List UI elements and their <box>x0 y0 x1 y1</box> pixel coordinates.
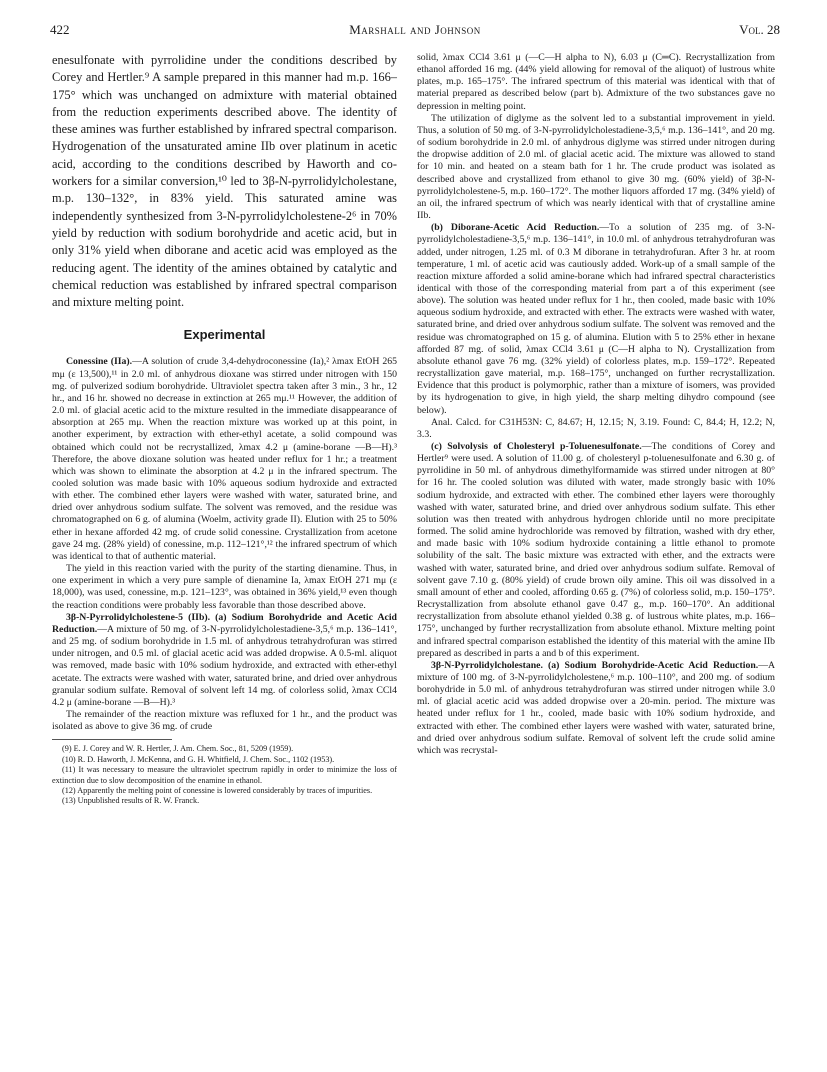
iib-paragraph <box>52 612 397 709</box>
footnote-divider <box>52 739 172 740</box>
diborane-title: (b) Diborane-Acetic Acid Reduction. <box>431 222 600 234</box>
cholestane-title: 3β-N-Pyrrolidylcholestane. (a) Sodium Borohydride-Acetic Acid Reduction. <box>431 659 759 671</box>
remainder-paragraph: The remainder of the reaction mixture was refluxed for 1 hr., and the product was isolated as above to give 36 mg. of crude <box>52 708 397 733</box>
solvolysis-paragraph <box>417 441 775 660</box>
diborane-paragraph <box>417 222 775 417</box>
yield-paragraph: The yield in this reaction varied with the purity of the starting dienamine. Thus, in one experiment in which a very pure sample of dienamine Ia, λmax EtOH 271 mμ (ε 18,000), was used, conessine, m.p. 121–123°, was obtained in 36% yield,¹³ even though the reaction conditions were probably less favorable than those described above. <box>52 563 397 611</box>
analysis-paragraph: Anal. Calcd. for C31H53N: C, 84.67; H, 12.15; N, 3.19. Found: C, 84.4; H, 12.2; N, 3.3. <box>417 416 775 440</box>
iib-title: 3β-N-Pyrrolidylcholestene-5 (IIb). (a) Sodium Borohydride and Acetic Acid Reduction. <box>52 611 397 635</box>
volume-label: Vol. 28 <box>739 22 780 37</box>
footnote: (10) R. D. Haworth, J. McKenna, and G. H. Whitfield, J. Chem. Soc., 1102 (1953). <box>62 754 335 764</box>
cholestane-paragraph <box>417 660 775 757</box>
cholestane-text: —A mixture of 100 mg. of 3-N-pyrrolidylcholestene,⁶ m.p. 100–110°, and 200 mg. of sodium borohydride in 5.0 ml. of anhydrous tetrahydrofuran was stirred under nitrogen while 3.0 ml. of glacial acetic acid was added dropwise over a 20-min. period. The mixture was heated under reflux for 1 hr., cooled, made basic with 10% sodium hydroxide, and extracted with ether. The combined ether layers were washed with water, saturated brine, and dried over anhydrous sodium sulfate. Removal of solvent left the crude solid amine which was recrystal- <box>417 659 775 756</box>
page-header <box>50 22 780 42</box>
running-title: Marshall and Johnson <box>349 22 481 37</box>
footnote: (13) Unpublished results of R. W. Franck. <box>62 796 200 806</box>
solid-paragraph: solid, λmax CCl4 3.61 μ (—C—H alpha to N), 6.03 μ (C═C). Recrystallization from ethanol afforded 16 mg. (44% yield allowing for removal of the aliquot) of lustrous white plates, m.p. 165–175°. The infrared spectrum of this material was identical with that of material prepared as described below (part b). Admixture of the two substances gave no depression in melting point. <box>417 52 775 112</box>
footnote: (12) Apparently the melting point of conessine is lowered considerably by traces of impurities. <box>62 785 373 795</box>
solvolysis-title: (c) Solvolysis of Cholesteryl p-Toluenesulfonate. <box>431 441 642 452</box>
conessine-text: —A solution of crude 3,4-dehydroconessine (Ia),² λmax EtOH 265 mμ (ε 13,500),¹¹ in 2.0 ml. of anhydrous dioxane was stirred under nitrogen with 150 mg. of pulverized sodium borohydride. Ultraviolet spectra taken after 3 min., 3 hr., 12 hr., and 16 hr. showed no decrease in extinction at 265 mμ.¹¹ However, the addition of 2.0 ml. of glacial acetic acid to the mixture resulted in the immediate disappearance of absorption at 265 mμ. When the reaction mixture was worked up at this point, in another experiment, by extraction with ether-ethyl acetate, a solid compound was obtained which could not be recrystallized, λmax 4.2 μ (amine-borane —B—H).³ Therefore, the above dioxane solution was heated under reflux for 1 hr.; a treatment which was shown to eliminate the absorption at 4.2 μ in the infrared spectrum. The cooled solution was made basic with 10% aqueous sodium hydroxide and extracted with ether. The combined ether layers were washed with water, saturated brine, and dried over anhydrous sodium sulfate. The solvent was removed, and the residue was chromatographed on 6 g. of alumina (Woelm, activity grade II). Elution with 25 to 50% ether in hexane afforded 42 mg. of crude solid conessine. Crystallization from acetone gave 24 mg. (28% yield) of conessine, m.p. 112–121°,¹² the infrared spectrum of which was identical to that of authentic material. <box>52 356 397 562</box>
section-heading: Experimental <box>183 327 266 343</box>
diborane-text: —To a solution of 235 mg. of 3-N-pyrrolidylcholestadiene-3,5,⁶ m.p. 136–141°, in 10.0 ml. of anhydrous tetrahydrofuran was added, under nitrogen, 1.25 ml. of 0.3 M diborane in tetrahydrofuran. After 3 hr. at room temperature, 1 ml. of acetic acid was cautiously added. Work-up of a small sample of the reaction mixture afforded a solid amine-borane which had infrared spectral characteristics identical with those of the corresponding material from part a of this experiment (see above). The solution was heated under reflux for 1 hr., then cooled, made basic with 10% aqueous sodium hydroxide, and extracted with ether. The extracts were washed with water, saturated brine, and dried over anhydrous sodium sulfate. The solvent was removed and the residue was chromatographed on 15 g. of alumina. Elution with 5 to 25% ether in hexane afforded 87 mg. of solid, λmax CCl4 3.61 μ (C—H alpha to N). Crystallization from absolute ethanol gave 76 mg. (32% yield) of colorless plates, m.p. 159–172°. Repeated recrystallization gave material, m.p. 168–175°, unchanged on further recrystallization. Evidence that this product is polymorphic, rather than a mixture of isomers, was provided by its hydrogenation to give, in high yield, the sharp melting dihydro compound (see below). <box>417 222 775 416</box>
intro-paragraph: enesulfonate with pyrrolidine under the conditions described by Corey and Hertler.⁹ A sample prepared in this manner had m.p. 166–175° which was unchanged on admixture with material obtained from the reduction experiments described above. The identity of these amines was further established by infrared spectral comparison. Hydrogenation of the unsaturated amine IIb over platinum in acetic acid, according to the conditions described by Haworth and co-workers for a similar conversion,¹⁰ led to 3β-N-pyrrolidylcholestane, m.p. 130–132°, in 83% yield. This saturated amine was independently synthesized from 3-N-pyrrolidylcholestene-2⁶ in 70% yield by reduction with sodium borohydride and acetic acid, but in only 31% yield when diborane and acetic acid was employed as the reducing agent. The identity of the amines obtained by catalytic and chemical reduction was established by infrared spectral comparison and mixture melting point. <box>52 53 397 310</box>
left-column <box>52 52 397 807</box>
right-column <box>417 52 775 757</box>
conessine-paragraph <box>52 356 397 563</box>
iib-text: —A mixture of 50 mg. of 3-N-pyrrolidylcholestadiene-3,5,⁶ m.p. 136–141°, and 25 mg. of sodium borohydride in 1.5 ml. of anhydrous tetrahydrofuran was stirred under nitrogen, and 0.5 ml. of glacial acetic acid was added dropwise. A 0.5-ml. aliquot was removed, made basic with 10% sodium hydroxide, and extracted with ether-ethyl acetate. The extracts were washed with water, saturated brine, and dried over anhydrous granular sodium sulfate. Removal of solvent left 14 mg. of colorless solid, λmax CCl4 4.2 μ (amine-borane —B—H).³ <box>52 623 397 708</box>
footnote: (11) It was necessary to measure the ultraviolet spectrum rapidly in order to minimize the loss of extinction due to slow decomposition of the enamine in ethanol. <box>52 765 397 785</box>
solvolysis-text: —The conditions of Corey and Hertler⁹ were used. A solution of 11.00 g. of cholesteryl p-toluenesulfonate and 6.30 g. of pyrrolidine in 50 ml. of anhydrous dimethylformamide was stirred under nitrogen at 80° for 16 hr. The cooled solution was diluted with water, made strongly basic with 10% sodium hydroxide, and extracted with ether. The combined ether layers were thoroughly washed with water, saturated brine, and dried over anhydrous sodium sulfate. This ether solution was then treated with anhydrous hydrogen chloride until no more precipitate formed. The solid amine hydrochloride was removed by filtration, washed with dry ether, and made basic with 10% sodium hydroxide containing a little ethanol to promote solubility of the salt. The basic mixture was extracted with ether, and the extracts were washed with water, saturated brine, and dried over anhydrous sodium sulfate. Removal of solvent gave 7.10 g. (80% yield) of crude brown oily amine. This oil was dissolved in a small amount of ether and cooled, affording 0.65 g. (7%) of colorless solid, m.p. 150–175°. Recrystallization from absolute ethanol gave 0.47 g., m.p. 160–170°. An additional recrystallization from absolute ethanol yielded 0.38 g. of lustrous white plates, m.p. 166–175°, unchanged by further recrystallization from absolute ethanol. Mixture melting point and infrared spectral comparison established the identity of this material with the amine IIb prepared as described in parts a and b of this experiment. <box>417 441 775 659</box>
page-number: 422 <box>50 22 70 37</box>
footnote: (9) E. J. Corey and W. R. Hertler, J. Am. Chem. Soc., 81, 5209 (1959). <box>62 744 294 754</box>
conessine-title: Conessine (IIa). <box>66 356 133 368</box>
diglyme-paragraph: The utilization of diglyme as the solvent led to a substantial improvement in yield. Thus, a solution of 50 mg. of 3-N-pyrrolidylcholestadiene-3,5,⁶ m.p. 136–141°, and 20 mg. of sodium borohydride in 2.0 ml. of anhydrous diglyme was stirred under nitrogen during the dropwise addition of 2.0 ml. of glacial acetic acid. The mixture was allowed to stand for 10 min. and heated on a steam bath for 1 hr. The crude product was isolated as described above and crystallized from ethanol to give 30 mg. (60% yield) of 3β-N-pyrrolidylcholestene-5, m.p. 160–172°. The mother liquors afforded 17 mg. (34% yield) of an oil, the infrared spectrum of which was nearly identical with that of crystalline amine IIb. <box>417 112 775 222</box>
